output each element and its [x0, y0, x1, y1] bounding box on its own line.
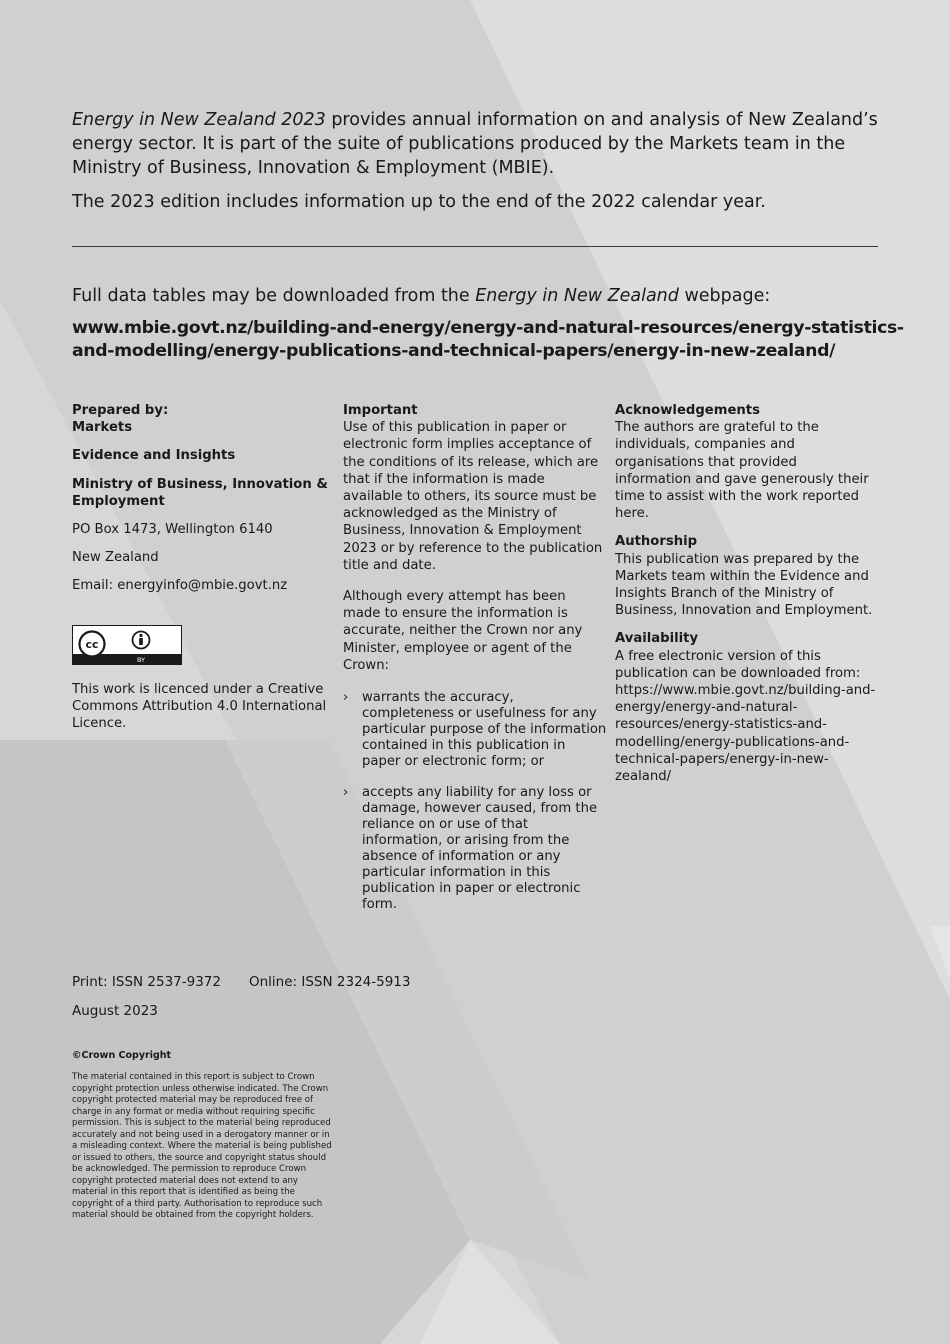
acknowledgements-heading: Acknowledgements — [615, 403, 760, 418]
org-markets: Markets — [72, 420, 133, 436]
prepared-heading: Prepared by: — [72, 403, 169, 418]
intro-text: provides annual information on and analysis of New Zealand’s energy sector. It is part of the suite of publications produced by the Markets team in the Ministry of Business, Innovation & Employment (MBIE). — [72, 110, 878, 178]
address: PO Box 1473, Wellington 6140 — [72, 522, 273, 538]
crown-copyright-heading: ©Crown Copyright — [72, 1050, 172, 1061]
cc-label: cc — [85, 637, 99, 651]
availability-text: A free electronic version of this publication can be downloaded from: https://www.mbie.govt.nz/building-and-energy/energy-and-natural-resources/energy-statistics-and-modelling/energy-publications-and-technical-papers/energy-in-new-zealand/ — [615, 648, 876, 785]
by-label: BY — [136, 655, 146, 664]
full-data-section — [72, 284, 882, 308]
authorship-text: This publication was prepared by the Markets team within the Evidence and Insights Branch of the Ministry of Business, Innovation and Employment. — [615, 551, 873, 619]
authorship-heading: Authorship — [615, 534, 698, 550]
important-para-1: Use of this publication in paper or electronic form implies acceptance of the conditions of its release, which are that if the information is made available to others, its source must be acknowledged as the Ministry of Business, Innovation & Employment 2023 or by reference to the publication title and date. — [343, 420, 603, 573]
licence-text: This work is licenced under a Creative Commons Attribution 4.0 International Licence. — [72, 681, 327, 732]
org-evidence: Evidence and Insights — [72, 448, 236, 464]
full-data-text: Full data tables may be downloaded from the Energy in New Zealand webpage: — [72, 286, 771, 306]
list-item: › accepts any liability for any loss or damage, however caused, from the reliance on or use of that information, or arising from the absence of information or any particular information in this publication in paper or electronic form. — [343, 785, 598, 913]
crown-copyright-text: The material contained in this report is subject to Crown copyright protection unless otherwise indicated. The Crown copyright protected material may be reproduced free of charge in any format or media without requiring specific permission. This is subject to the material being reproduced accurately and not being used in a derogatory manner or in a misleading context. Where the material is being published or issued to others, the source and copyright status should be acknowledged. The permission to reproduce Crown copyright protected material does not extend to any material in this report that is identified as being the copyright of a third party. Authorisation to reproduce such material should be obtained from the copyright holders. — [72, 1072, 332, 1220]
email[interactable]: Email: energyinfo@mbie.govt.nz — [72, 578, 288, 594]
divider — [72, 246, 878, 247]
acknowledgements-column — [615, 402, 877, 785]
chevron-right-icon: › — [343, 690, 349, 706]
edition-note: The 2023 edition includes information up to the end of the 2022 calendar year. — [72, 192, 766, 212]
publication-title: Energy in New Zealand 2023 — [72, 110, 326, 130]
chevron-right-icon: › — [343, 785, 349, 801]
online-issn: Online: ISSN 2324-5913 — [249, 974, 411, 990]
data-url-link[interactable]: www.mbie.govt.nz/building-and-energy/energy-and-natural-resources/energy-statistics- and-modelling/energy-publications-and-technical-papers/energy-in-new-zealand/ — [72, 318, 904, 361]
publication-date: August 2023 — [72, 1003, 158, 1019]
org-ministry: Ministry of Business, Innovation & Employment — [72, 476, 328, 509]
disclaimer-list — [343, 690, 607, 913]
country: New Zealand — [72, 550, 159, 566]
cc-by-badge[interactable] — [72, 625, 182, 665]
acknowledgements-text: The authors are grateful to the individuals, companies and organisations that provided information and gave generously their time to assist with the work reported here. — [615, 420, 869, 522]
important-para-2: Although every attempt has been made to ensure the information is accurate, neither the Crown nor any Minister, employee or agent of the Crown: — [343, 589, 583, 673]
prepared-by-column — [72, 402, 334, 732]
availability-heading: Availability — [615, 631, 699, 647]
intro-paragraph — [72, 108, 882, 180]
list-item: › warrants the accuracy, completeness or usefulness for any particular purpose of the information contained in this publication in paper or electronic form; or — [343, 690, 607, 770]
issn-line — [72, 972, 410, 992]
important-heading: Important — [343, 403, 418, 418]
intro-section — [72, 108, 882, 224]
important-column — [343, 402, 607, 928]
print-issn: Print: ISSN 2537-9372 — [72, 974, 221, 990]
